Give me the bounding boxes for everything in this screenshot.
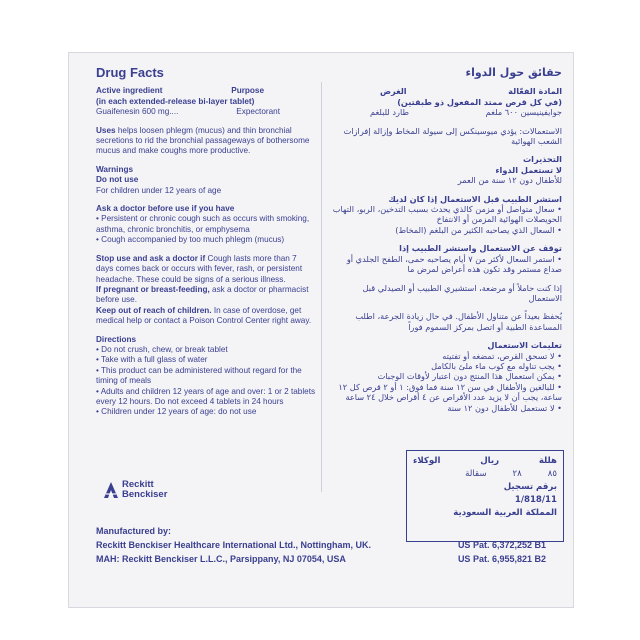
arabic-direction-item: • لا تستعمل للأطفال دون ١٢ سنة — [330, 403, 562, 413]
arabic-active-header — [330, 86, 562, 96]
ask-doctor-item: • Persistent or chronic cough such as occurs with smoking, asthma, chronic bronchitis, or emphysema — [96, 214, 316, 235]
ask-doctor-heading: Ask a doctor before use if you have — [96, 204, 235, 214]
country-label: المملكة العربية السعودية — [453, 508, 557, 518]
arabic-pregnancy: إذا كنت حاملاً أو مرضعة، استشيري الطبيب أو الصيدلي قبل الاستعمال — [362, 282, 562, 303]
arabic-direction-item: • للبالغين والأطفال في سن ١٢ سنة فما فوق: ١ أو ٢ قرص كل ١٢ ساعة، يجب أن لا يزيد عدد الأقراص عن ٤ أقراص خلال ٢٤ ساعة — [330, 382, 562, 403]
column-divider — [321, 82, 322, 492]
arabic-warnings: التحذيرات — [522, 154, 562, 165]
arabic-do-not-use: لا تستعمل الدواء — [495, 164, 562, 175]
arabic-title: حقائق حول الدواء — [465, 66, 562, 79]
mah-line: MAH: Reckitt Benckiser L.L.C., Parsippany, NJ 07054, USA — [96, 554, 346, 564]
arabic-ingredient: جوايفينيسين ٦٠٠ ملغم — [485, 107, 562, 118]
do-not-use-text: For children under 12 years of age — [96, 185, 222, 195]
price-values — [413, 468, 557, 481]
patent-1: US Pat. 6,372,252 B1 — [457, 540, 546, 550]
warnings-heading: Warnings — [96, 164, 133, 174]
stop-use-heading: Stop use and ask a doctor if — [96, 253, 206, 263]
riyal-value: ٢٨ — [512, 469, 522, 479]
english-column — [96, 65, 316, 418]
registration-label: برقم تسجيل — [503, 482, 557, 492]
arabic-ask-item: • السعال الذي يصاحبه الكثير من البلغم (المخاط) — [330, 225, 562, 235]
keep-away-section — [96, 306, 316, 327]
keep-away-text: In case of overdose, get medical help or contact a Poison Control Center right away. — [96, 305, 312, 326]
direction-item: • Do not crush, chew, or break tablet — [96, 345, 316, 355]
reckitt-logo-icon — [102, 480, 120, 500]
arabic-keep-away: يُحفظ بعيداً عن متناول الأطفال. في حال زيادة الجرعة، اطلب المساعدة الطبية أو اتصل بمركز السموم فوراً — [355, 311, 562, 332]
do-not-use-heading: Do not use — [96, 175, 139, 185]
arabic-ask-doctor: استشر الطبيب قبل الاستعمال إذا كان لديك — [388, 193, 562, 204]
halala-value: ٨٥ — [547, 469, 557, 479]
ingredient-row — [96, 107, 316, 117]
arabic-purpose-label: الغرض — [380, 86, 407, 97]
arabic-per-tablet: (في كل قرص ممتد المفعول ذو طبقتين) — [397, 96, 562, 107]
directions-heading: Directions — [96, 334, 137, 344]
riyal-label: ريال — [480, 456, 500, 466]
manufactured-by-label: Manufactured by: — [96, 526, 172, 536]
arabic-stop-use: توقف عن الاستعمال واستشر الطبيب إذا — [399, 243, 562, 254]
active-header-row — [96, 86, 316, 96]
arabic-purpose-value: طارد للبلغم — [370, 107, 409, 118]
price-box — [406, 450, 564, 542]
label-content — [76, 60, 566, 576]
agents-label: الوكلاء — [413, 456, 441, 466]
direction-item: • Children under 12 years of age: do not use — [96, 407, 316, 417]
active-ingredient-label: Active ingredient — [96, 86, 163, 96]
purpose-label: Purpose — [231, 86, 264, 96]
arabic-directions: تعليمات الاستعمال — [487, 340, 562, 351]
reckitt-logo — [102, 478, 192, 518]
uses-heading: Uses — [96, 125, 116, 135]
logo-text — [122, 480, 167, 500]
logo-line1: Reckitt — [122, 479, 154, 490]
stop-use-section — [96, 254, 316, 285]
arabic-direction-item: • لا تسحق القرص، تمضغه أو تفتيته — [330, 351, 562, 361]
arabic-stop-text: • استمر السعال لأكثر من ٧ أيام يصاحبه حمى، الطفح الجلدي أو صداع مستمر وقد تكون هذه أعراض لمرض ما — [330, 254, 562, 275]
arabic-active-label: المادة الفعّالة — [508, 86, 562, 97]
ingredient-name: Guaifenesin 600 mg.... — [96, 107, 179, 117]
arabic-uses: الاستعمالات: يؤدي ميوسينكس إلى سيولة المخاط وإزالة إفرازات الشعب الهوائية — [343, 125, 562, 147]
patent-2: US Pat. 6,955,821 B2 — [457, 554, 546, 564]
ingredient-purpose: Expectorant — [236, 107, 280, 117]
direction-item: • Take with a full glass of water — [96, 355, 316, 365]
pregnancy-heading: If pregnant or breast-feeding, — [96, 284, 210, 294]
drug-facts-title: Drug Facts — [96, 65, 164, 80]
arabic-do-not-use-text: للأطفال دون ١٢ سنة من العمر — [457, 175, 562, 186]
pharmacy-label: سقالة — [465, 469, 487, 479]
direction-item: • This product can be administered without regard for the timing of meals — [96, 366, 316, 387]
pregnancy-text: ask a doctor or pharmacist before use. — [96, 284, 309, 305]
manufacturer-line: Reckitt Benckiser Healthcare International Ltd., Nottingham, UK. — [96, 540, 372, 550]
arabic-column — [330, 68, 562, 413]
arabic-ask-item: • سعال متواصل أو مزمن كالذي يحدث بسبب التدخين، الربو، التهاب الحويصلات الهوائية المزمن أو الانتفاخ — [330, 204, 562, 225]
pregnancy-section — [96, 285, 316, 306]
arabic-ingredient-row — [330, 107, 562, 117]
registration-number: 1/818/11 — [514, 495, 557, 505]
arabic-direction-item: • يمكن استعمال هذا المنتج دون اعتبار لأوقات الوجبات — [330, 371, 562, 381]
per-tablet-note: (in each extended-release bi-layer tablet) — [96, 96, 255, 106]
halala-label: هللة — [538, 456, 557, 466]
logo-line2: Benckiser — [122, 489, 168, 500]
uses-text: helps loosen phlegm (mucus) and thin bronchial secretions to rid the bronchial passageways of bothersome mucus and make coughs more productive. — [96, 125, 310, 156]
arabic-direction-item: • يجب تناوله مع كوب ماء ملئ بالكامل — [330, 361, 562, 371]
ask-doctor-item: • Cough accompanied by too much phlegm (mucus) — [96, 235, 316, 245]
keep-away-heading: Keep out of reach of children. — [96, 305, 212, 315]
direction-item: • Adults and children 12 years of age and over: 1 or 2 tablets every 12 hours. Do not exceed 4 tablets in 24 hours — [96, 387, 316, 408]
uses-section — [96, 126, 316, 157]
price-header — [413, 455, 557, 468]
stop-use-text: Cough lasts more than 7 days comes back or occurs with fever, rash, or persistent headache. These could be signs of a serious illness. — [96, 253, 303, 284]
